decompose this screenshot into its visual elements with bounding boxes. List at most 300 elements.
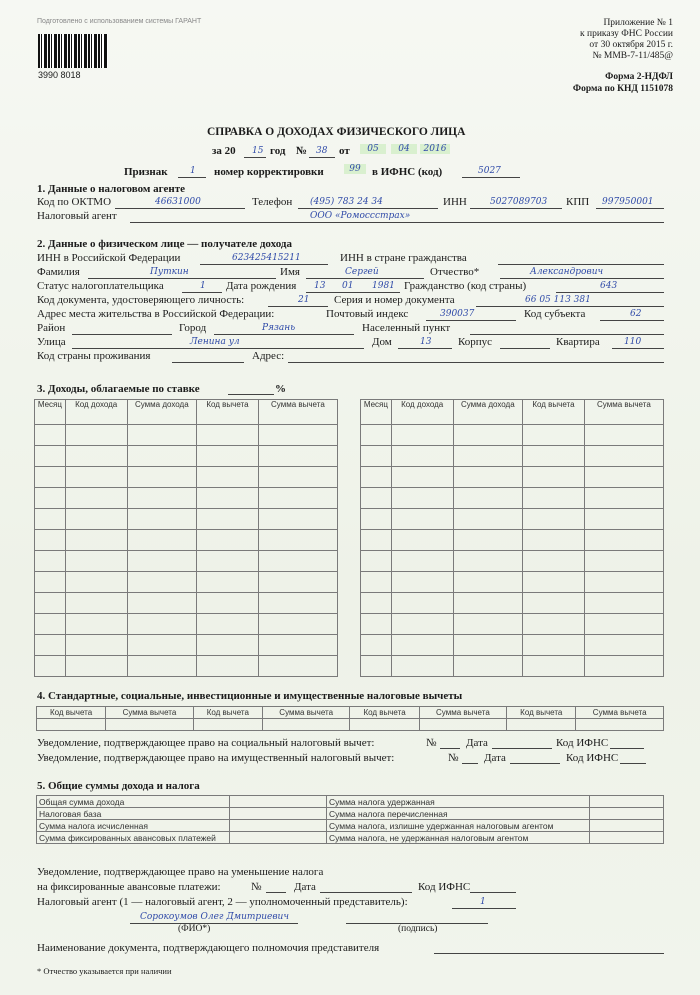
income-cell[interactable] [65, 656, 127, 677]
appendix [580, 18, 673, 62]
notice-social-no-line[interactable] [440, 748, 460, 749]
income-cell[interactable] [258, 635, 337, 656]
income-col-header: Месяц [35, 400, 66, 425]
gorod-line [214, 334, 354, 335]
income-cell[interactable] [197, 635, 259, 656]
income-cell[interactable] [584, 551, 663, 572]
number-value[interactable]: 38 [316, 146, 328, 156]
date-year[interactable]: 2016 [420, 144, 450, 154]
country-label: Код страны проживания [37, 350, 151, 362]
income-col-header: Код вычета [197, 400, 259, 425]
ser-line [476, 306, 664, 307]
income-cell[interactable] [65, 635, 127, 656]
agent-type-line [452, 908, 516, 909]
inn-rf-value[interactable]: 623425415211 [232, 253, 301, 263]
income-cell[interactable] [258, 530, 337, 551]
income-cell[interactable] [453, 551, 522, 572]
phone-label: Телефон [252, 196, 293, 208]
income-cell[interactable] [391, 509, 453, 530]
s1-title: 1. Данные о налоговом агенте [37, 183, 186, 195]
total-label-left: Сумма фиксированных авансовых платежей [37, 832, 230, 844]
income-cell[interactable] [361, 656, 392, 677]
income-cell[interactable] [453, 530, 522, 551]
income-cell[interactable] [453, 446, 522, 467]
total-value-right[interactable] [590, 820, 664, 832]
income-cell[interactable] [35, 446, 66, 467]
status-line [182, 292, 222, 293]
ser-value[interactable]: 66 05 113 381 [525, 295, 591, 305]
total-value-right[interactable] [590, 808, 664, 820]
table-row [35, 425, 338, 446]
agent-line [130, 222, 664, 223]
name-value[interactable]: Сергей [345, 267, 379, 277]
notice-property: Уведомление, подтверждающее право на имущественный налоговый вычет: [37, 752, 395, 764]
income-cell[interactable] [361, 488, 392, 509]
deduction-col-header: Сумма вычета [106, 707, 194, 719]
zip-value[interactable]: 390037 [440, 309, 475, 319]
appendix-line: от 30 октября 2015 г. [589, 40, 673, 50]
table-row [35, 635, 338, 656]
form-knd: Форма по КНД 1151078 [572, 84, 673, 94]
table-row [35, 488, 338, 509]
ifns-value[interactable]: 5027 [478, 166, 501, 176]
income-cell[interactable] [523, 656, 585, 677]
table-row [37, 808, 664, 820]
appendix-line: Приложение № 1 [603, 18, 673, 28]
notice-social-date: Дата [466, 737, 488, 749]
income-cell[interactable] [35, 551, 66, 572]
page-title: СПРАВКА О ДОХОДАХ ФИЗИЧЕСКОГО ЛИЦА [207, 126, 466, 138]
dom-label: Дом [372, 336, 392, 348]
table-row [361, 530, 664, 551]
table-row [37, 832, 664, 844]
income-cell[interactable] [258, 446, 337, 467]
income-cell[interactable] [258, 593, 337, 614]
totals-table [36, 795, 664, 844]
address-label: Адрес: [252, 350, 285, 362]
adv-notice-2: на фиксированные авансовые платежи: [37, 881, 221, 893]
income-cell[interactable] [127, 530, 196, 551]
notice-social-date-line[interactable] [492, 748, 552, 749]
income-cell[interactable] [127, 446, 196, 467]
agent-label: Налоговый агент [37, 210, 117, 222]
kpp-value[interactable]: 997950001 [602, 197, 654, 207]
income-cell[interactable] [584, 572, 663, 593]
income-cell[interactable] [584, 488, 663, 509]
income-cell[interactable] [523, 572, 585, 593]
doc-label: Код документа, удостоверяющего личность: [37, 294, 245, 306]
ul-value[interactable]: Ленина ул [190, 337, 240, 347]
appendix-line: к приказу ФНС России [580, 29, 673, 39]
income-cell[interactable] [197, 656, 259, 677]
deduction-cell[interactable] [419, 719, 507, 731]
deductions-table [36, 706, 664, 731]
income-cell[interactable] [65, 551, 127, 572]
otch-line [500, 278, 664, 279]
income-cell[interactable] [258, 551, 337, 572]
deduction-col-header: Сумма вычета [576, 707, 664, 719]
income-col-header: Код дохода [391, 400, 453, 425]
citz-value[interactable]: 643 [600, 281, 618, 291]
income-cell[interactable] [361, 467, 392, 488]
agent-value[interactable]: ООО «Ромоссстрах» [310, 211, 411, 221]
s5-title: 5. Общие суммы дохода и налога [37, 780, 200, 792]
ul-line [72, 348, 364, 349]
inn-label: ИНН [443, 196, 467, 208]
income-cell[interactable] [65, 530, 127, 551]
income-cell[interactable] [197, 593, 259, 614]
total-label-right: Сумма налога удержанная [326, 796, 589, 808]
table-row [361, 488, 664, 509]
income-col-header: Сумма дохода [127, 400, 196, 425]
income-cell[interactable] [258, 425, 337, 446]
kv-value[interactable]: 110 [624, 337, 642, 347]
income-cell[interactable] [197, 530, 259, 551]
income-cell[interactable] [391, 488, 453, 509]
zip-label: Почтовый индекс [326, 308, 409, 320]
dom-value[interactable]: 13 [420, 337, 432, 347]
income-cell[interactable] [197, 572, 259, 593]
adv-date-line[interactable] [320, 892, 412, 893]
inn-line [470, 208, 562, 209]
adv-ifns: Код ИФНС [418, 881, 471, 893]
s2-title: 2. Данные о физическом лице — получателе дохода [37, 238, 292, 250]
income-cell[interactable] [523, 509, 585, 530]
income-cell[interactable] [127, 614, 196, 635]
income-col-header: Сумма вычета [584, 400, 663, 425]
dob-day[interactable]: 13 [314, 281, 326, 291]
income-cell[interactable] [391, 467, 453, 488]
fio-value[interactable]: Сорокоумов Олег Дмитриевич [140, 912, 289, 922]
income-table-left [34, 399, 338, 677]
kv-line [612, 348, 664, 349]
date-month[interactable]: 04 [391, 144, 417, 154]
table-row [35, 530, 338, 551]
deduction-cell[interactable] [576, 719, 664, 731]
status-label: Статус налогоплательщика [37, 280, 164, 292]
inn-rf-label: ИНН в Российской Федерации [37, 252, 181, 264]
income-cell[interactable] [127, 593, 196, 614]
income-cell[interactable] [35, 635, 66, 656]
income-cell[interactable] [127, 656, 196, 677]
total-value-left[interactable] [229, 808, 326, 820]
rayon-label: Район [37, 322, 66, 334]
inn-c-line [498, 264, 664, 265]
np-line [470, 334, 664, 335]
income-cell[interactable] [391, 614, 453, 635]
income-cell[interactable] [35, 488, 66, 509]
total-value-right[interactable] [590, 796, 664, 808]
corr-label: номер корректировки [214, 166, 324, 178]
agent-type-value[interactable]: 1 [480, 897, 486, 907]
income-cell[interactable] [65, 488, 127, 509]
income-cell[interactable] [453, 635, 522, 656]
notice-property-ifns-line[interactable] [620, 763, 646, 764]
doc-rep-line[interactable] [434, 953, 664, 954]
income-cell[interactable] [584, 530, 663, 551]
income-cell[interactable] [127, 635, 196, 656]
priznak-value[interactable]: 1 [190, 166, 196, 176]
table-row [361, 467, 664, 488]
income-cell[interactable] [127, 572, 196, 593]
income-cell[interactable] [197, 551, 259, 572]
income-cell[interactable] [35, 509, 66, 530]
year-value[interactable]: 15 [252, 146, 264, 156]
fam-line [88, 278, 276, 279]
oktmo-label: Код по ОКТМО [37, 196, 112, 208]
income-cell[interactable] [65, 572, 127, 593]
income-cell[interactable] [361, 551, 392, 572]
name-line [306, 278, 424, 279]
phone-value[interactable]: (495) 783 24 34 [310, 197, 383, 207]
income-cell[interactable] [197, 509, 259, 530]
name-label: Имя [280, 266, 300, 278]
korp-label: Корпус [458, 336, 493, 348]
income-cell[interactable] [197, 446, 259, 467]
income-cell[interactable] [523, 425, 585, 446]
income-cell[interactable] [584, 593, 663, 614]
income-cell[interactable] [258, 614, 337, 635]
deduction-cell[interactable] [193, 719, 262, 731]
notice-social-no: № [426, 737, 437, 749]
s4-title: 4. Стандартные, социальные, инвестиционные и имущественные налоговые вычеты [37, 690, 463, 702]
income-cell[interactable] [523, 467, 585, 488]
income-cell[interactable] [391, 551, 453, 572]
table-row [361, 425, 664, 446]
ifns-line [462, 177, 520, 178]
income-cell[interactable] [523, 614, 585, 635]
korp-line [500, 348, 550, 349]
income-cell[interactable] [35, 614, 66, 635]
income-cell[interactable] [197, 425, 259, 446]
income-cell[interactable] [65, 614, 127, 635]
table-row [37, 719, 664, 731]
income-cell[interactable] [197, 614, 259, 635]
income-cell[interactable] [453, 656, 522, 677]
total-value-left[interactable] [229, 796, 326, 808]
corr-value[interactable]: 99 [344, 164, 366, 174]
income-cell[interactable] [127, 509, 196, 530]
notice-social-ifns-line[interactable] [610, 748, 644, 749]
income-cell[interactable] [361, 425, 392, 446]
income-cell[interactable] [391, 593, 453, 614]
table-row [361, 509, 664, 530]
otch-value[interactable]: Александрович [530, 267, 604, 277]
income-cell[interactable] [361, 446, 392, 467]
income-cell[interactable] [35, 425, 66, 446]
income-cell[interactable] [361, 614, 392, 635]
income-cell[interactable] [197, 488, 259, 509]
deduction-cell[interactable] [507, 719, 576, 731]
income-cell[interactable] [35, 572, 66, 593]
income-cell[interactable] [197, 467, 259, 488]
notice-property-date: Дата [484, 752, 506, 764]
adv-ifns-line[interactable] [470, 892, 516, 893]
income-cell[interactable] [584, 635, 663, 656]
income-cell[interactable] [361, 635, 392, 656]
kpp-label: КПП [566, 196, 590, 208]
income-cell[interactable] [453, 614, 522, 635]
fio-caption: (ФИО*) [178, 924, 211, 934]
income-cell[interactable] [523, 551, 585, 572]
notice-property-no: № [448, 752, 459, 764]
income-cell[interactable] [523, 530, 585, 551]
adv-notice-1: Уведомление, подтверждающее право на уменьшение налога [37, 866, 324, 878]
deduction-cell[interactable] [37, 719, 106, 731]
fam-value[interactable]: Путкин [150, 267, 189, 277]
total-label-right: Сумма налога, излишне удержанная налоговым агентом [326, 820, 589, 832]
income-table-right [360, 399, 664, 677]
income-cell[interactable] [391, 635, 453, 656]
gorod-label: Город [179, 322, 207, 334]
income-cell[interactable] [127, 425, 196, 446]
deduction-col-header: Код вычета [507, 707, 576, 719]
income-cell[interactable] [391, 530, 453, 551]
subj-value[interactable]: 62 [630, 309, 642, 319]
deduction-cell[interactable] [106, 719, 194, 731]
deduction-col-header: Сумма вычета [419, 707, 507, 719]
income-cell[interactable] [35, 593, 66, 614]
income-cell[interactable] [361, 509, 392, 530]
notice-social-ifns: Код ИФНС [556, 737, 609, 749]
form-name: Форма 2-НДФЛ [605, 72, 673, 82]
table-row [35, 593, 338, 614]
income-cell[interactable] [391, 656, 453, 677]
sign-caption: (подпись) [398, 924, 438, 934]
income-col-header: Код вычета [523, 400, 585, 425]
priznak-line [178, 177, 206, 178]
deduction-cell[interactable] [262, 719, 350, 731]
income-cell[interactable] [453, 467, 522, 488]
income-cell[interactable] [523, 446, 585, 467]
pct-label: % [275, 383, 286, 395]
deduction-cell[interactable] [350, 719, 419, 731]
country-line [172, 362, 244, 363]
income-cell[interactable] [127, 488, 196, 509]
income-col-header: Сумма дохода [453, 400, 522, 425]
income-cell[interactable] [65, 425, 127, 446]
total-value-left[interactable] [229, 820, 326, 832]
income-cell[interactable] [361, 572, 392, 593]
income-cell[interactable] [523, 635, 585, 656]
ul-label: Улица [37, 336, 66, 348]
oktmo-value[interactable]: 46631000 [155, 197, 201, 207]
income-cell[interactable] [35, 530, 66, 551]
appendix-line: № ММВ-7-11/485@ [592, 51, 673, 61]
table-row [35, 572, 338, 593]
deduction-col-header: Сумма вычета [262, 707, 350, 719]
table-row [37, 796, 664, 808]
income-cell[interactable] [258, 572, 337, 593]
income-cell[interactable] [391, 572, 453, 593]
total-label-right: Сумма налога, не удержанная налоговым агентом [326, 832, 589, 844]
income-cell[interactable] [35, 467, 66, 488]
income-cell[interactable] [361, 593, 392, 614]
table-row [361, 446, 664, 467]
income-cell[interactable] [453, 425, 522, 446]
income-cell[interactable] [453, 509, 522, 530]
income-cell[interactable] [523, 488, 585, 509]
total-value-left[interactable] [229, 832, 326, 844]
inn-value[interactable]: 5027089703 [490, 197, 548, 207]
god-label: год [270, 145, 286, 157]
no-label: № [296, 145, 308, 157]
ot-label: от [339, 145, 350, 157]
subj-label: Код субъекта [524, 308, 586, 320]
fio-line [130, 923, 298, 924]
dom-line [398, 348, 452, 349]
total-label-left: Сумма налога исчисленная [37, 820, 230, 832]
doc-value[interactable]: 21 [298, 295, 310, 305]
income-cell[interactable] [453, 593, 522, 614]
kpp-line [596, 208, 664, 209]
income-cell[interactable] [127, 551, 196, 572]
income-col-header: Сумма вычета [258, 400, 337, 425]
income-cell[interactable] [258, 488, 337, 509]
notice-property-no-line[interactable] [462, 763, 478, 764]
barcode-number: 3990 8018 [38, 70, 81, 80]
notice-social: Уведомление, подтверждающее право на социальный налоговый вычет: [37, 737, 375, 749]
income-cell[interactable] [584, 656, 663, 677]
adv-no-line[interactable] [266, 892, 286, 893]
gorod-value[interactable]: Рязань [262, 323, 296, 333]
phone-line [298, 208, 438, 209]
income-cell[interactable] [65, 467, 127, 488]
footnote: * Отчество указывается при наличии [37, 966, 172, 976]
table-row [35, 656, 338, 677]
subj-line [600, 320, 664, 321]
income-cell[interactable] [127, 467, 196, 488]
income-cell[interactable] [453, 488, 522, 509]
notice-property-date-line[interactable] [510, 763, 560, 764]
dob-year[interactable]: 1981 [372, 281, 395, 291]
table-row [361, 656, 664, 677]
table-row [361, 572, 664, 593]
income-cell[interactable] [523, 593, 585, 614]
income-col-header: Месяц [361, 400, 392, 425]
dob-month[interactable]: 01 [342, 281, 354, 291]
income-cell[interactable] [65, 509, 127, 530]
table-row [35, 467, 338, 488]
income-cell[interactable] [65, 446, 127, 467]
income-cell[interactable] [453, 572, 522, 593]
income-cell[interactable] [361, 530, 392, 551]
deduction-col-header: Код вычета [193, 707, 262, 719]
income-cell[interactable] [584, 467, 663, 488]
total-label-left: Налоговая база [37, 808, 230, 820]
table-row [361, 635, 664, 656]
status-value[interactable]: 1 [200, 281, 206, 291]
income-cell[interactable] [258, 467, 337, 488]
income-cell[interactable] [65, 593, 127, 614]
income-cell[interactable] [584, 509, 663, 530]
income-cell[interactable] [584, 425, 663, 446]
dob-line [306, 292, 400, 293]
top-note: Подготовлено с использованием системы ГАРАНТ [37, 18, 202, 25]
priznak-label: Признак [124, 166, 168, 178]
income-cell[interactable] [258, 656, 337, 677]
date-day[interactable]: 05 [360, 144, 386, 154]
barcode [38, 34, 108, 68]
otch-label: Отчество* [430, 266, 480, 278]
income-cell[interactable] [584, 614, 663, 635]
total-value-right[interactable] [590, 832, 664, 844]
income-cell[interactable] [35, 656, 66, 677]
income-cell[interactable] [391, 425, 453, 446]
income-cell[interactable] [258, 509, 337, 530]
income-cell[interactable] [584, 446, 663, 467]
income-cell[interactable] [391, 446, 453, 467]
